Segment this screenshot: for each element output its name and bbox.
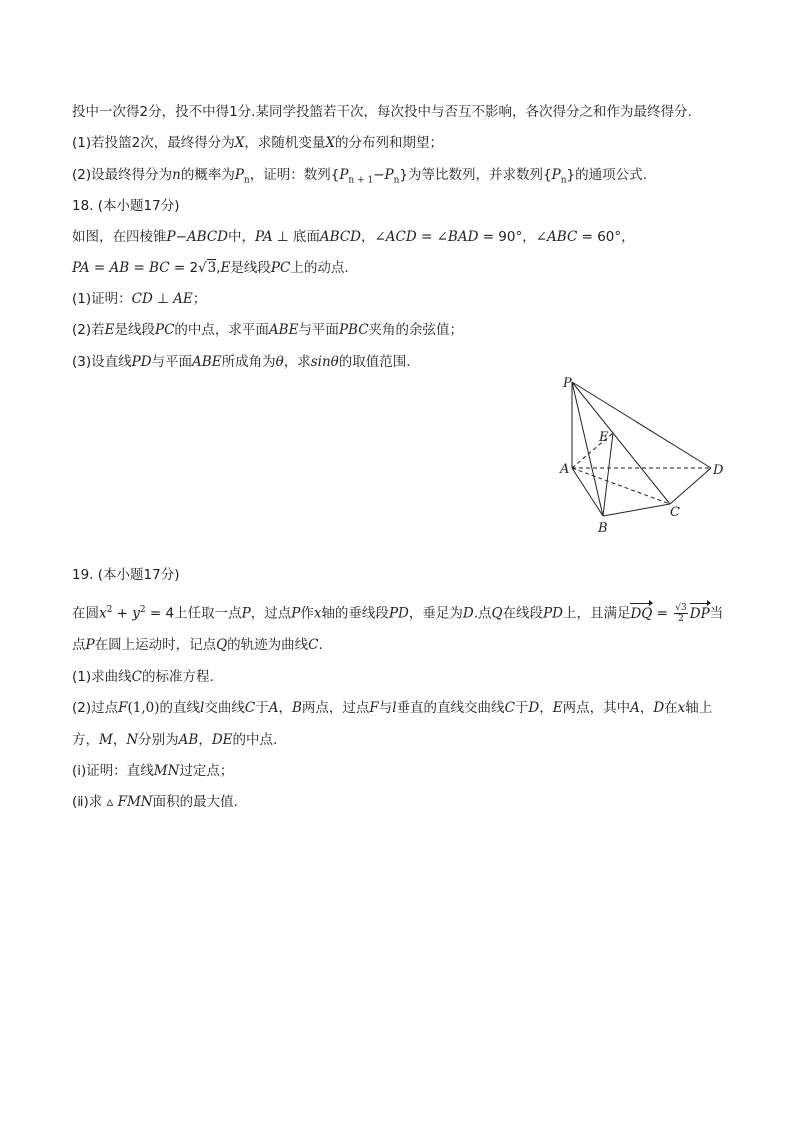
q18-title: 18. (本小题17分) xyxy=(72,198,180,214)
q18-part-2: (2)若E是线段PC的中点，求平面ABE与平面PBC夹角的余弦值； xyxy=(72,322,464,338)
q19-stem-1: 在圆$x^2 + y^2 = 4$上任取一点P，过点P作x轴的垂线段PD，垂足为D.点Q在线段PD上，且满足DQ = $\frac{√3}{2}$ DP当 xyxy=(72,603,724,624)
q19-part-1: (1)求曲线C的标准方程. xyxy=(72,669,214,685)
q19-part-ii: (ⅱ)求 ▵ FMN面积的最大值. xyxy=(72,794,238,810)
q19-part-2-line-2: 方，M，N分别为AB，DE的中点. xyxy=(72,732,278,748)
segment-BE xyxy=(603,433,613,516)
q19-title: 19. (本小题17分) xyxy=(72,567,180,583)
q18-stem-2: PA = AB = BC = 2√3,E是线段PC上的动点. xyxy=(72,260,349,276)
q17-part-1: (1)若投篮2次，最终得分为X，求随机变量X的分布列和期望； xyxy=(72,135,443,151)
label-E: E xyxy=(599,430,609,445)
q19-stem-2: 点P在圆上运动时，记点Q的轨迹为曲线C. xyxy=(72,637,323,653)
label-D: D xyxy=(713,463,724,478)
pyramid-figure xyxy=(555,370,735,540)
edge-AB xyxy=(572,468,603,516)
q18-stem-1: 如图，在四棱锥P−ABCD中，PA ⊥ 底面ABCD，∠ACD = ∠BAD = 90°，∠ABC = 60°， xyxy=(72,229,635,245)
q19-part-2-line-1: (2)过点F(1,0)的直线l交曲线C于A，B两点，过点F与l垂直的直线交曲线C于D，E两点，其中A，D在x轴上 xyxy=(72,700,713,716)
label-C: C xyxy=(670,505,680,520)
q18-part-1: (1)证明：CD ⊥ AE； xyxy=(72,291,207,307)
q17-part-2: (2)设最终得分为n的概率为$P_n$，证明：数列$\{P_{n + 1}-P_n\}$为等比数列，并求数列$\{P_n\}$的通项公式. xyxy=(72,167,647,186)
q18-part-3: (3)设直线PD与平面ABE所成角为θ，求sinθ的取值范围. xyxy=(72,354,411,370)
label-B: B xyxy=(598,521,608,536)
edge-PD xyxy=(572,382,711,468)
label-A: A xyxy=(560,462,570,477)
text-line-1: 投中一次得2分，投不中得1分.某同学投篮若干次，每次投中与否互不影响，各次得分之和作为最终得分. xyxy=(72,104,692,120)
q19-part-i: (ⅰ)证明：直线MN过定点； xyxy=(72,763,234,779)
label-P: P xyxy=(563,376,572,391)
edge-PB xyxy=(572,382,603,516)
edge-BC xyxy=(603,504,670,516)
edge-CD xyxy=(670,468,711,504)
